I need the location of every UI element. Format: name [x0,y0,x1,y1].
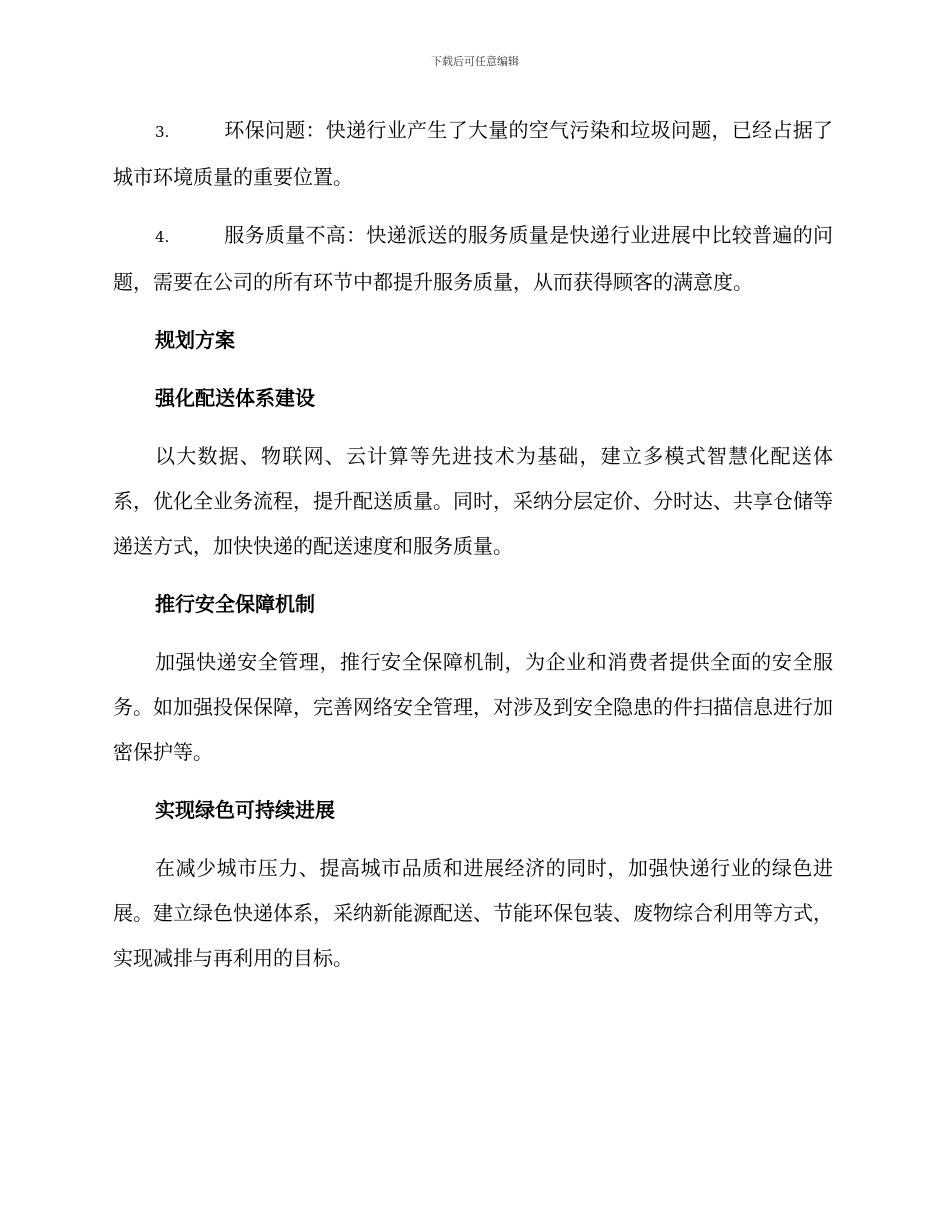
subsection-heading-green: 实现绿色可持续进展 [155,798,335,822]
subsection-body-delivery: 以大数据、物联网、云计算等先进技术为基础，建立多模式智慧化配送体系，优化全业务流程，提升配送质量。同时，采纳分层定价、分时达、共享仓储等递送方式，加快快递的配送速度和服务质量。 [113,444,833,558]
subsection-body-security: 加强快递安全管理，推行安全保障机制，为企业和消费者提供全面的安全服务。如加强投保保障，完善网络安全管理，对涉及到安全隐患的件扫描信息进行加密保护等。 [113,650,833,764]
section-title: 规划方案 [155,328,235,352]
page-header: 下载后可任意编辑 [431,55,519,68]
issue-item-4 [113,213,833,305]
subsection-body-green: 在减少城市压力、提高城市品质和进展经济的同时，加强快递行业的绿色进展。建立绿色快递体系，采纳新能源配送、节能环保包装、废物综合利用等方式，实现减排与再利用的目标。 [113,856,833,970]
issue-number: 3. [155,123,170,141]
document-body [113,108,833,981]
subsection-heading-security: 推行安全保障机制 [155,592,315,616]
issue-text: 环保问题：快递行业产生了大量的空气污染和垃圾问题，已经占据了城市环境质量的重要位置。 [113,118,833,189]
issue-item-3 [113,108,833,200]
issue-text: 服务质量不高：快递派送的服务质量是快递行业进展中比较普遍的问题，需要在公司的所有环节中都提升服务质量，从而获得顾客的满意度。 [113,223,833,294]
issue-number: 4. [155,228,170,246]
subsection-heading-delivery: 强化配送体系建设 [155,386,315,410]
